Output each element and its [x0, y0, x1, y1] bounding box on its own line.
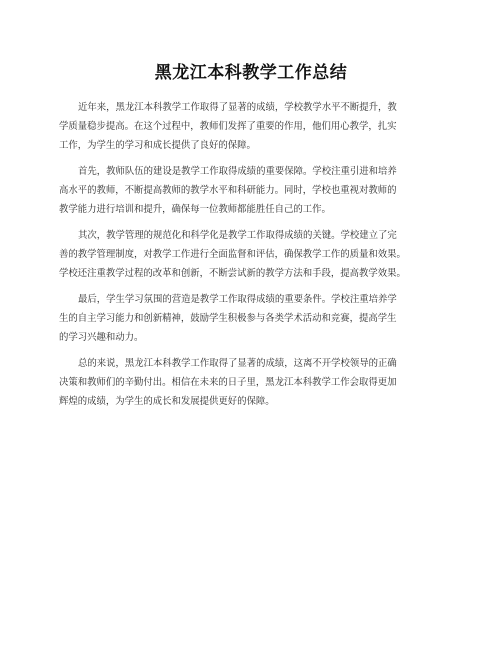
paragraph-line: 首先，教师队伍的建设是教学工作取得成绩的重要保障。学校注重引进和培养	[78, 166, 397, 177]
paragraph-line: 工作，为学生的学习和成长提供了良好的保障。	[59, 140, 256, 151]
paragraph-line: 最后，学生学习氛围的营造是教学工作取得成绩的重要条件。学校注重培养学	[78, 294, 397, 305]
paragraph-line: 决策和教师们的辛勤付出。相信在未来的日子里，黑龙江本科教学工作会取得更加	[59, 377, 397, 388]
paragraph-3	[59, 226, 449, 283]
paragraph-4	[59, 290, 449, 347]
paragraph-line: 总的来说，黑龙江本科教学工作取得了显著的成绩，这离不开学校领导的正确	[78, 358, 397, 369]
paragraph-5	[59, 354, 449, 411]
paragraph-line: 学质量稳步提高。在这个过程中，教师们发挥了重要的作用，他们用心教学，扎实	[59, 121, 397, 132]
paragraph-line: 辉煌的成绩，为学生的成长和发展提供更好的保障。	[59, 396, 275, 407]
paragraph-2	[59, 162, 449, 219]
paragraph-line: 高水平的教师，不断提高教师的教学水平和科研能力。同时，学校也重视对教师的	[59, 185, 397, 196]
paragraph-line: 的学习兴趣和动力。	[59, 332, 144, 343]
paragraph-line: 生的自主学习能力和创新精神，鼓励学生积极参与各类学术活动和竞赛，提高学生	[59, 313, 397, 324]
paragraph-1	[59, 98, 449, 155]
paragraph-line: 近年来，黑龙江本科教学工作取得了显著的成绩，学校教学水平不断提升，教	[78, 102, 397, 113]
paragraph-line: 善的教学管理制度，对教学工作进行全面监督和评估，确保教学工作的质量和效果。	[59, 249, 406, 260]
paragraph-line: 其次，教学管理的规范化和科学化是教学工作取得成绩的关键。学校建立了完	[78, 230, 397, 241]
paragraph-line: 教学能力进行培训和提升，确保每一位教师都能胜任自己的工作。	[59, 204, 331, 215]
document-title: 黑龙江本科教学工作总结	[154, 63, 348, 83]
paragraph-line: 学校还注重教学过程的改革和创新，不断尝试新的教学方法和手段，提高教学效果。	[59, 268, 406, 279]
